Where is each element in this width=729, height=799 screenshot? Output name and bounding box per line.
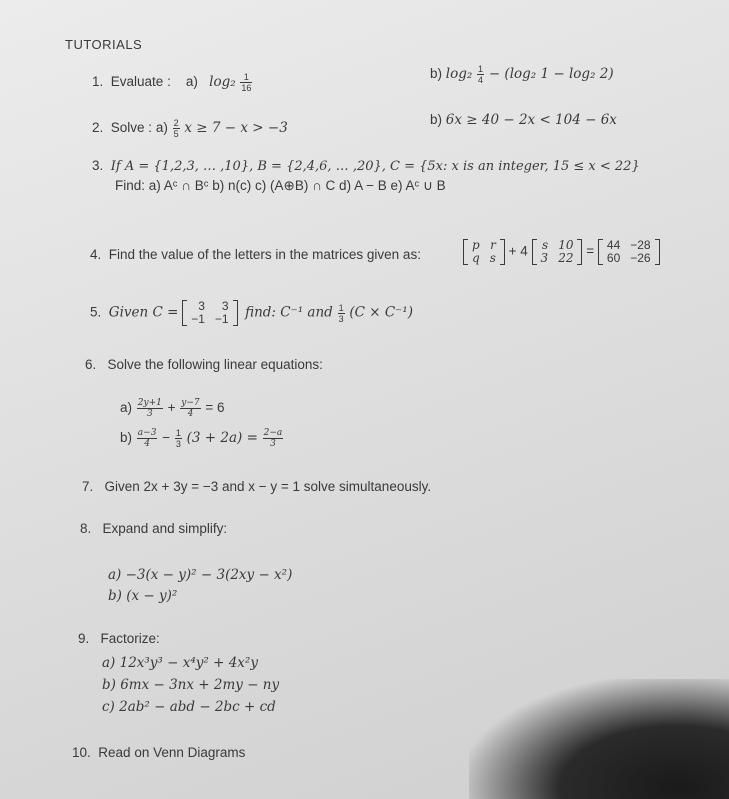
q4-matrices [463, 239, 660, 265]
q1-b-fraction: $\frac{1}{4}$ [478, 64, 484, 85]
q6-b-frac1: $\frac{a-3}{4}$ [137, 428, 157, 449]
q2-b-label: b) [430, 112, 443, 127]
q4-text: Find the value of the letters in the matrices given as: [108, 247, 421, 262]
q8 [80, 521, 227, 537]
q6-b-frac2: $\frac{1}{3}$ [175, 428, 181, 449]
q1-label: Evaluate : [110, 74, 171, 90]
q6-b [120, 428, 284, 449]
q6-b-minus: − [162, 430, 171, 446]
q10-text: Read on Venn Diagrams [98, 745, 246, 760]
q2-b-expression: 6x ≥ 40 − 2x < 104 − 6x [445, 112, 617, 128]
q3-sets: If A = {1,2,3, … ,10}, B = {2,4,6, … ,20}, C = {5x: x is an integer, 15 ≤ x < 22} [110, 159, 640, 174]
q2-label: Solve : [110, 120, 153, 136]
q9-a: a) 12x³y³ − x⁴y² + 4x²y [102, 655, 258, 671]
q2-b [430, 112, 617, 128]
q6-a-frac2: $\frac{y-7}{4}$ [181, 398, 200, 419]
q1-b-label: b) [430, 66, 443, 82]
q6-b-frac3: $\frac{2-a}{3}$ [263, 428, 283, 449]
q9 [78, 631, 160, 647]
q6-a-rhs: = 6 [205, 400, 225, 416]
q6-b-label: b) [120, 430, 133, 446]
q1-a-fraction: $\frac{1}{16}$ [241, 72, 252, 93]
q10 [72, 745, 245, 761]
q2-a-expression: x ≥ 7 − x > −3 [184, 120, 288, 137]
q7 [82, 479, 431, 495]
q2 [92, 118, 288, 139]
q7-text: Given 2x + 3y = −3 and x − y = 1 solve simultaneously. [104, 479, 432, 494]
q3-find: Find: a) Aᶜ ∩ Bᶜ b) n(c) c) (A⊕B) ∩ C d) A − B e) Aᶜ ∪ B [115, 178, 446, 193]
q4-operator: + 4 [508, 243, 528, 259]
photo-shadow [469, 679, 729, 799]
q8-b: b) (x − y)² [108, 588, 178, 604]
q2-a-label: a) [155, 120, 168, 136]
q5 [90, 300, 413, 326]
q6-a-plus: + [167, 400, 176, 416]
q1-b [430, 64, 614, 85]
q2-number: 2. [92, 120, 104, 136]
matrix-result: 44 −28 60 −26 [598, 239, 660, 265]
matrix-pqrs: p r q s [463, 239, 505, 265]
q7-number: 7. [82, 479, 94, 494]
q1-b-expression: − (log₂ 1 − log₂ 2) [488, 66, 614, 83]
q8-a: a) −3(x − y)² − 3(2xy − x²) [108, 567, 293, 583]
q1-a-log: log₂ [209, 74, 236, 91]
q3-number: 3. [92, 158, 104, 173]
q1-a-label: a) [185, 74, 198, 90]
q5-number: 5. [90, 304, 102, 320]
q4-number: 4. [90, 247, 102, 262]
q10-number: 10. [72, 745, 91, 760]
q5-fraction: $\frac{1}{3}$ [338, 302, 344, 324]
q6-a-label: a) [120, 400, 133, 416]
q2-a-fraction: $\frac{2}{5}$ [173, 118, 179, 139]
q3 [92, 158, 640, 175]
q5-expression: (C × C⁻¹) [349, 304, 413, 321]
q8-text: Expand and simplify: [102, 521, 228, 536]
q8-number: 8. [80, 521, 92, 536]
matrix-s10: s 10 3 22 [532, 239, 583, 265]
q9-number: 9. [78, 631, 90, 646]
q6-text: Solve the following linear equations: [107, 357, 323, 372]
q9-b: b) 6mx − 3nx + 2my − ny [102, 677, 280, 693]
q9-c: c) 2ab² − abd − 2bc + cd [102, 699, 276, 715]
q6 [85, 357, 323, 373]
q1 [92, 72, 253, 93]
q4 [90, 247, 421, 263]
q1-b-log: log₂ [445, 66, 473, 83]
q6-b-middle: (3 + 2a) = [186, 430, 258, 447]
q1-number: 1. [92, 74, 104, 90]
q6-number: 6. [85, 357, 97, 372]
q6-a [120, 398, 225, 419]
page-title: TUTORIALS [65, 37, 143, 52]
q5-find: find: C⁻¹ and [245, 304, 333, 321]
q4-equals: = [586, 243, 595, 259]
q5-given: Given C = [108, 304, 179, 321]
q6-a-frac1: $\frac{2y+1}{3}$ [137, 398, 162, 419]
matrix-c: 3 3 −1 −1 [182, 300, 237, 326]
q9-text: Factorize: [100, 631, 160, 646]
